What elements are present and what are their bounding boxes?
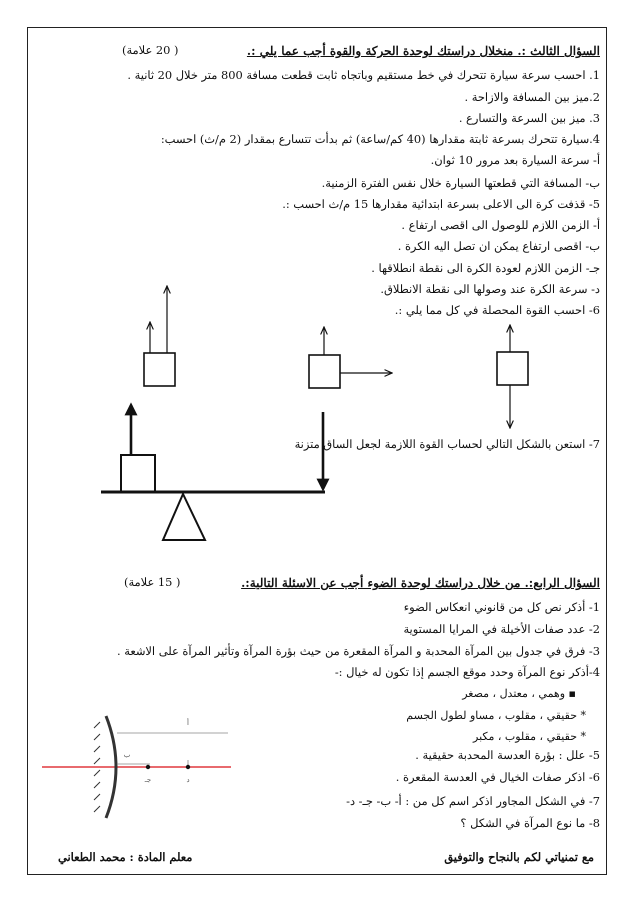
q3-item-4b: ب- المسافة التي قطعتها السيارة خلال نفس الفترة الزمنية.	[321, 176, 600, 190]
q4-item-2: 2- عدد صفات الأخيلة في المرايا المستوية	[403, 622, 600, 636]
q3-item-5b: ب- اقصى ارتفاع يمكن ان تصل اليه الكرة .	[397, 239, 600, 253]
q4-item-4: 4-أذكر نوع المرآة وحدد موقع الجسم إذا تكون له خيال :-	[334, 665, 600, 679]
footer-wishes: مع تمنياتي لكم بالنجاح والتوفيق	[444, 850, 594, 864]
bullet-dot-icon: *	[577, 730, 586, 743]
mirror-label-c: جـ	[144, 776, 152, 784]
footer-teacher: معلم المادة : محمد الطعاني	[58, 850, 193, 864]
q3-item-6: 6- احسب القوة المحصلة في كل مما يلي :.	[394, 303, 600, 317]
q3-item-1: 1. احسب سرعة سيارة تتحرك في خط مستقيم وباتجاه ثابت قطعت مسافة 800 متر خلال 20 ثانية .	[127, 68, 600, 82]
q4-item-8: 8- ما نوع المرآة في الشكل ؟	[460, 816, 600, 830]
q4-item-5: 5- علل : بؤرة العدسة المحدبة حقيقية .	[415, 748, 600, 762]
mirror-label-d: د	[186, 776, 190, 784]
q3-title: السؤال الثالث :. منخلال دراستك لوحدة الحركة والقوة أجب عما يلي :.	[246, 44, 600, 58]
q3-item-4a: أ- سرعة السيارة بعد مرور 10 ثوان.	[430, 153, 600, 167]
q3-item-5: 5- قذفت كرة الى الاعلى بسرعة ابتدائية مقدارها 15 م/ث احسب :.	[282, 197, 600, 211]
q4-marks: ( 15 علامة)	[124, 575, 181, 589]
q4-bullet-1: ▪ وهمي ، معتدل ، مصغر	[462, 687, 576, 700]
q3-item-7: 7- استعن بالشكل التالي لحساب القوة اللازمة لجعل الساق متزنة	[294, 437, 600, 451]
q3-item-3: 3. ميز بين السرعة والتسارع .	[458, 111, 600, 125]
q4-item-6: 6- اذكر صفات الخيال في العدسة المقعرة .	[395, 770, 600, 784]
q3-item-2: 2.ميز بين المسافة والازاحة .	[464, 90, 600, 104]
q4-item-3: 3- فرق في جدول بين المرآة المحدبة و المرآة المقعرة من حيث بؤرة المرآة وتأثير المرآة على الاشعة .	[117, 644, 600, 658]
q4-item-7: 7- في الشكل المجاور اذكر اسم كل من : أ- ب- جـ- د-	[346, 794, 600, 808]
q4-title: السؤال الرابع:. من خلال دراستك لوحدة الضوء أجب عن الاسئلة التالية:.	[241, 576, 600, 590]
bullet-dot-icon: ▪	[565, 687, 576, 700]
q4-bullet-2: * حقيقي ، مقلوب ، مساو لطول الجسم	[406, 709, 586, 722]
q4-item-1: 1- أذكر نص كل من قانوني انعكاس الضوء	[403, 600, 600, 614]
q3-marks: ( 20 علامة)	[122, 43, 179, 57]
bullet-dot-icon: *	[577, 709, 586, 722]
mirror-label-a: أ	[187, 719, 189, 727]
q3-item-4: 4.سيارة تتحرك بسرعة ثابتة مقدارها (40 كم/ساعة) ثم بدأت تتسارع بمقدار (2 م/ث) احسب:	[160, 132, 600, 146]
q3-item-5d: د- سرعة الكرة عند وصولها الى نقطة الانطلاق.	[380, 282, 600, 296]
q3-item-5a: أ- الزمن اللازم للوصول الى اقصى ارتفاع .	[401, 218, 600, 232]
q4-bullet-3: * حقيقي ، مقلوب ، مكبر	[473, 730, 586, 743]
q3-item-5c: جـ- الزمن اللازم لعودة الكرة الى نقطة انطلاقها .	[371, 261, 600, 275]
mirror-label-b: ب	[123, 751, 131, 759]
